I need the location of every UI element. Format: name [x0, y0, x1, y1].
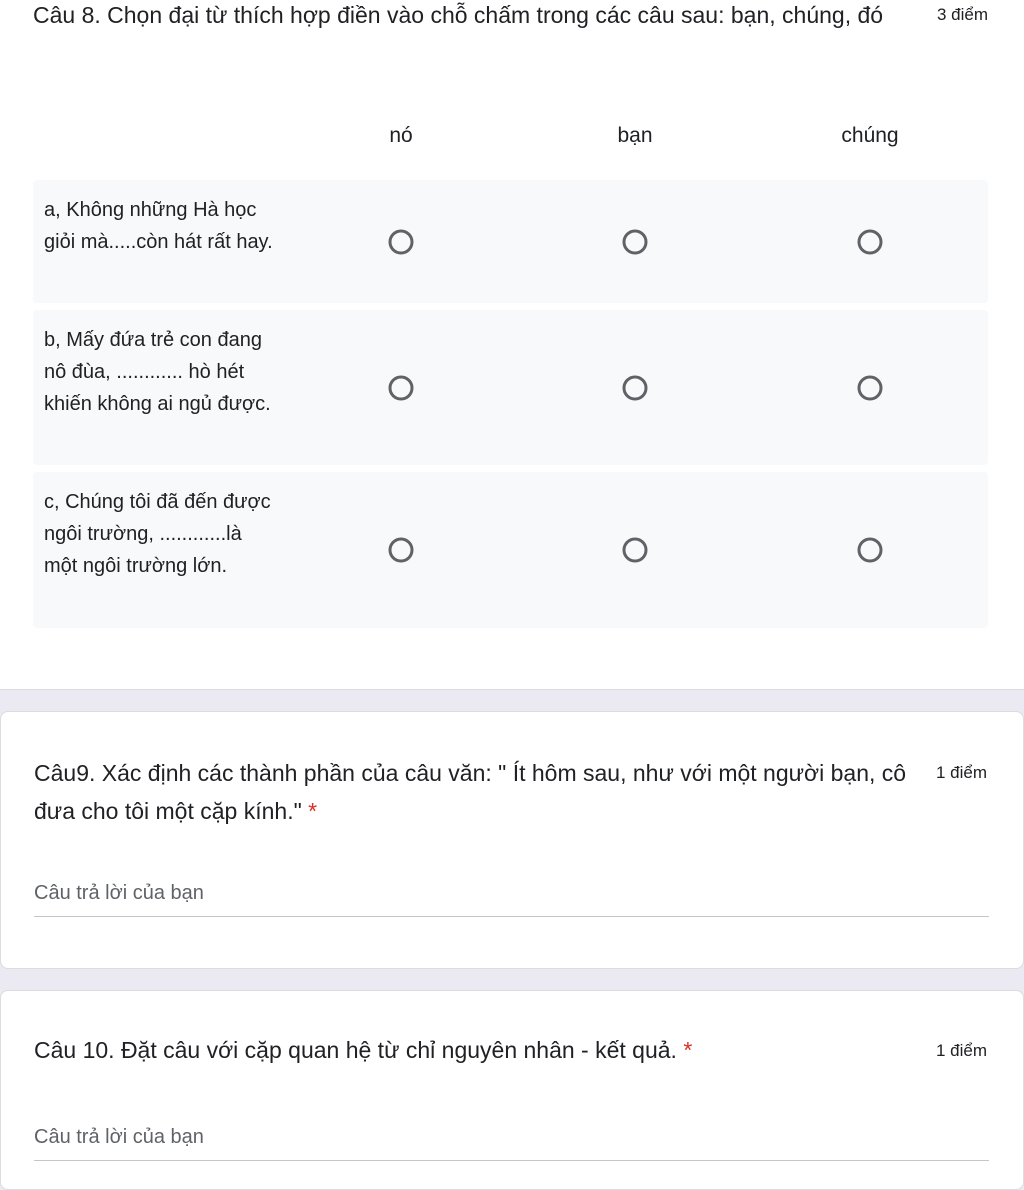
grid-row-label: a, Không những Hà học giỏi mà.....còn hát rất hay.: [44, 199, 273, 253]
grid-column-header-ban: bạn: [617, 124, 653, 147]
grid-row-c: [33, 472, 988, 628]
question-10-points: 1 điểm: [935, 1041, 987, 1060]
grid-row-label: b, Mấy đứa trẻ con đang nô đùa, ............ hò hét khiến không ai ngủ được.: [44, 329, 271, 415]
required-asterisk: *: [308, 798, 318, 824]
question-8-points: 3 điểm: [936, 5, 988, 24]
grid-column-header-no: nó: [389, 124, 413, 147]
question-9-points: 1 điểm: [935, 763, 987, 782]
radio-row-a-no[interactable]: [389, 230, 414, 255]
required-asterisk: *: [683, 1037, 693, 1063]
question-9-card: [0, 711, 1024, 969]
grid-column-header-chung: chúng: [841, 124, 899, 147]
question-10-card: [0, 990, 1024, 1190]
question-9-answer-field[interactable]: [34, 876, 989, 917]
radio-row-a-chung[interactable]: [858, 230, 883, 255]
question-8-title: Câu 8. Chọn đại từ thích hợp điền vào chỗ chấm trong các câu sau: bạn, chúng, đó: [33, 2, 884, 28]
radio-row-c-no[interactable]: [389, 538, 414, 563]
grid-row-b: [33, 310, 988, 465]
radio-row-b-chung[interactable]: [858, 376, 883, 401]
radio-row-a-ban[interactable]: [623, 230, 648, 255]
question-10-title-text: Câu 10. Đặt câu với cặp quan hệ từ chỉ nguyên nhân - kết quả.: [34, 1037, 677, 1063]
radio-row-b-no[interactable]: [389, 376, 414, 401]
answer-placeholder: Câu trả lời của bạn: [34, 1126, 204, 1148]
answer-placeholder: Câu trả lời của bạn: [34, 882, 204, 904]
question-9-title: [34, 754, 914, 830]
grid-row-a: [33, 180, 988, 303]
question-10-title: [34, 1031, 894, 1069]
radio-row-c-chung[interactable]: [858, 538, 883, 563]
grid-row-label: c, Chúng tôi đã đến được ngôi trường, ............là một ngôi trường lớn.: [44, 491, 271, 577]
radio-row-c-ban[interactable]: [623, 538, 648, 563]
question-9-title-text: Câu9. Xác định các thành phần của câu văn: " Ít hôm sau, như với một người bạn, cô đưa cho tôi một cặp kính.": [34, 760, 907, 824]
question-10-answer-field[interactable]: [34, 1120, 989, 1161]
radio-row-b-ban[interactable]: [623, 376, 648, 401]
